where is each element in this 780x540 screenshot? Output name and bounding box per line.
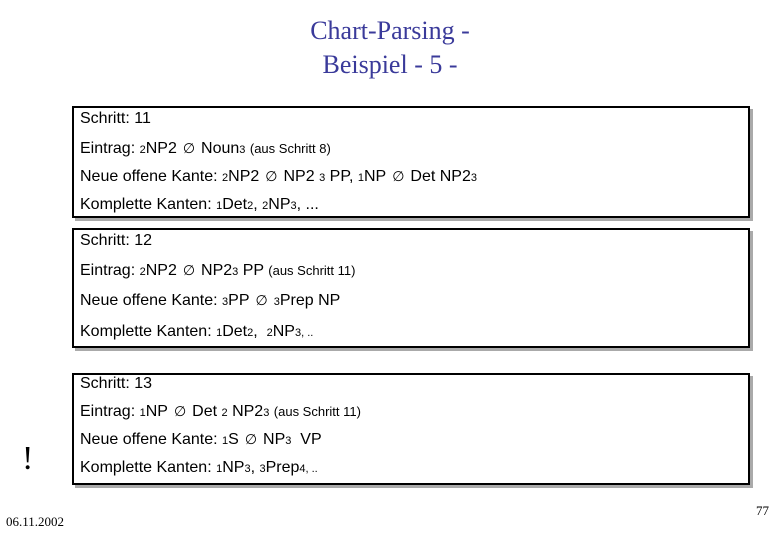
open-edge-label: Neue offene Kante:	[80, 431, 223, 448]
index: 1	[216, 463, 223, 475]
page-number: 77	[756, 503, 769, 518]
index: 2	[139, 266, 146, 278]
index: 3	[222, 296, 229, 308]
source-note: (aus Schritt 11)	[273, 404, 361, 419]
symbol: S	[228, 431, 239, 448]
index: 3	[259, 463, 266, 475]
symbol: Prep	[265, 459, 300, 476]
index: 2	[221, 407, 228, 419]
symbol: PP	[242, 262, 264, 279]
index: 3	[244, 463, 251, 475]
arrow-icon: ∅	[392, 168, 405, 184]
index: 1	[216, 200, 223, 212]
index: 3	[470, 172, 477, 184]
exclamation-mark: !	[22, 440, 34, 477]
index: 2	[262, 200, 269, 212]
index: 3	[319, 172, 326, 184]
symbol: NP	[222, 459, 245, 476]
arrow-icon: ∅	[255, 292, 268, 308]
arrow-icon: ∅	[244, 431, 258, 447]
source-note: (aus Schritt 11)	[268, 263, 356, 278]
open-edge-line	[80, 168, 477, 186]
index: 4	[299, 463, 306, 475]
symbol: ,	[250, 459, 260, 476]
entry-label: Eintrag:	[80, 403, 140, 420]
step-box-13	[72, 373, 750, 485]
symbol: Det NP2	[410, 168, 471, 185]
index: 3	[294, 327, 302, 339]
index: 3	[239, 144, 246, 156]
open-edge-line	[80, 431, 322, 449]
symbol: NP	[268, 196, 291, 213]
index: 3	[290, 200, 297, 212]
symbol: NP2	[145, 140, 177, 157]
title-line-2: Beispiel - 5 -	[322, 50, 458, 79]
arrow-icon: ∅	[182, 262, 196, 278]
step-box-11	[72, 106, 750, 218]
symbol: NP2	[145, 262, 177, 279]
symbol: NP	[272, 323, 295, 340]
index: 3	[263, 407, 270, 419]
slide-title	[0, 14, 780, 82]
step-heading: Schritt: 13	[80, 375, 153, 392]
open-edge-label: Neue offene Kante:	[80, 292, 223, 309]
symbol: Det	[222, 196, 248, 213]
symbol: PP,	[329, 168, 358, 185]
symbol: NP	[363, 168, 387, 185]
index: 1	[216, 327, 223, 339]
index: 1	[357, 172, 364, 184]
symbol: Prep NP	[279, 292, 341, 309]
symbol: Noun	[201, 140, 240, 157]
complete-edge-line	[80, 323, 313, 341]
index: 2	[222, 172, 229, 184]
entry-label: Eintrag:	[80, 140, 140, 157]
complete-edge-label: Komplette Kanten:	[80, 459, 217, 476]
index: 2	[247, 327, 254, 339]
index: 2	[139, 144, 146, 156]
index: 1	[222, 435, 229, 447]
symbol: , ...	[296, 196, 319, 213]
entry-line	[80, 262, 355, 280]
open-edge-label: Neue offene Kante:	[80, 168, 223, 185]
complete-edge-label: Komplette Kanten:	[80, 323, 217, 340]
complete-edge-line	[80, 459, 318, 477]
complete-edge-line	[80, 196, 319, 214]
symbol: NP2	[283, 168, 315, 185]
symbol: ,	[253, 196, 263, 213]
arrow-icon: ∅	[265, 168, 278, 184]
title-line-1: Chart-Parsing -	[310, 16, 470, 45]
symbol: , ..	[305, 463, 318, 475]
symbol: NP2	[228, 168, 260, 185]
index: 3	[273, 296, 280, 308]
symbol: , ..	[301, 327, 314, 339]
footer-date: 06.11.2002	[6, 514, 65, 529]
source-note: (aus Schritt 8)	[249, 141, 331, 156]
arrow-icon: ∅	[173, 403, 187, 419]
symbol: PP	[228, 292, 250, 309]
step-box-12	[72, 228, 750, 348]
entry-line	[80, 403, 361, 421]
step-heading: Schritt: 12	[80, 232, 153, 249]
symbol: VP	[300, 431, 322, 448]
entry-label: Eintrag:	[80, 262, 140, 279]
index: 2	[266, 327, 273, 339]
step-heading: Schritt: 11	[80, 110, 151, 127]
complete-edge-label: Komplette Kanten:	[80, 196, 217, 213]
symbol: ,	[253, 323, 267, 340]
open-edge-line	[80, 292, 340, 310]
symbol: Det	[222, 323, 248, 340]
index: 3	[285, 435, 292, 447]
symbol: NP2	[201, 262, 233, 279]
index: 1	[139, 407, 146, 419]
index: 3	[232, 266, 239, 278]
index: 2	[247, 200, 254, 212]
entry-line	[80, 140, 331, 158]
symbol: NP2	[232, 403, 264, 420]
symbol: NP	[263, 431, 286, 448]
symbol: NP	[145, 403, 168, 420]
arrow-icon: ∅	[182, 140, 196, 156]
symbol: Det	[192, 403, 222, 420]
